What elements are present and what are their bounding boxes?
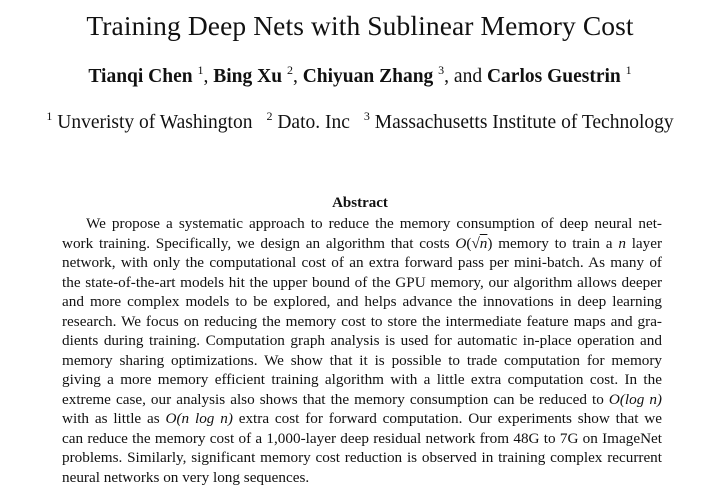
abstract-line: memory sharing optimizations. We show that it is possible to trade computation for memory <box>62 351 662 369</box>
author-name: Tianqi Chen <box>88 66 193 87</box>
abstract-line: neural networks on very long sequences. <box>62 468 310 486</box>
math-expression: O(n log n) <box>165 410 233 427</box>
abstract-line: the state-of-the-art models hit the upper bound of the GPU memory, our algorithm allows deeper <box>62 273 662 291</box>
abstract-line: dients during training. Computation graph analysis is used for automatic in-place operation and <box>62 332 662 349</box>
paper-title: Training Deep Nets with Sublinear Memory Cost <box>86 10 634 41</box>
author-affil-marker: 3 <box>438 63 445 77</box>
author-name: Bing Xu <box>213 66 283 87</box>
math-expression: n <box>618 234 626 252</box>
author-affil-marker: 1 <box>625 63 632 77</box>
affiliation-name: Unveristy of Washington <box>57 112 253 133</box>
author-affil-marker: 1 <box>197 63 204 77</box>
abstract-body <box>62 214 662 487</box>
abstract-line: We propose a systematic approach to reduce the memory consumption of deep neural net- <box>86 215 662 232</box>
affil-marker: 3 <box>363 109 370 123</box>
affiliation-name: Dato. Inc <box>277 112 350 133</box>
abstract-line: research. We focus on reducing the memory cost to store the intermediate feature maps and gra- <box>62 312 662 330</box>
abstract-line: giving a more memory efficient training algorithm with a little extra computation cost. In the <box>62 371 662 388</box>
abstract-line: network, with only the computational cost of an extra forward pass per mini-batch. As many of <box>62 254 662 271</box>
author-affil-marker: 2 <box>286 63 293 77</box>
affil-marker: 1 <box>46 109 53 123</box>
math-expression: O(log n) <box>608 390 662 408</box>
author-name: Carlos Guestrin <box>486 66 621 87</box>
author-name: Chiyuan Zhang <box>302 66 434 87</box>
author-conjunction: and <box>453 66 483 87</box>
math-expression: O(√n) <box>455 234 493 252</box>
affil-marker: 2 <box>266 109 273 123</box>
abstract-line: with as little as O(n log n) extra cost for forward computation. Our experiments show that we <box>62 410 662 427</box>
abstract-line: can reduce the memory cost of a 1,000-layer deep residual network from 48G to 7G on ImageNet <box>62 429 662 447</box>
abstract-line: extreme case, our analysis also shows that the memory consumption can be reduced to O(log n) <box>62 390 662 408</box>
abstract-heading: Abstract <box>332 195 388 211</box>
affiliation-list <box>0 110 720 136</box>
affiliation-name: Massachusetts Institute of Technology <box>374 112 674 133</box>
author-list: Tianqi Chen $^1$, Bing Xu $^2$, Chiyuan Zhang $^3$, and Carlos Guestrin $^1$ <box>88 63 632 87</box>
abstract-line: problems. Similarly, significant memory cost reduction is observed in training complex recurrent <box>62 449 662 466</box>
abstract-line: work training. Specifically, we design an algorithm that costs O(√n) memory to train a n layer <box>62 234 663 252</box>
abstract-line: and more complex models to be explored, and helps advance the innovations in deep learning <box>62 293 662 310</box>
